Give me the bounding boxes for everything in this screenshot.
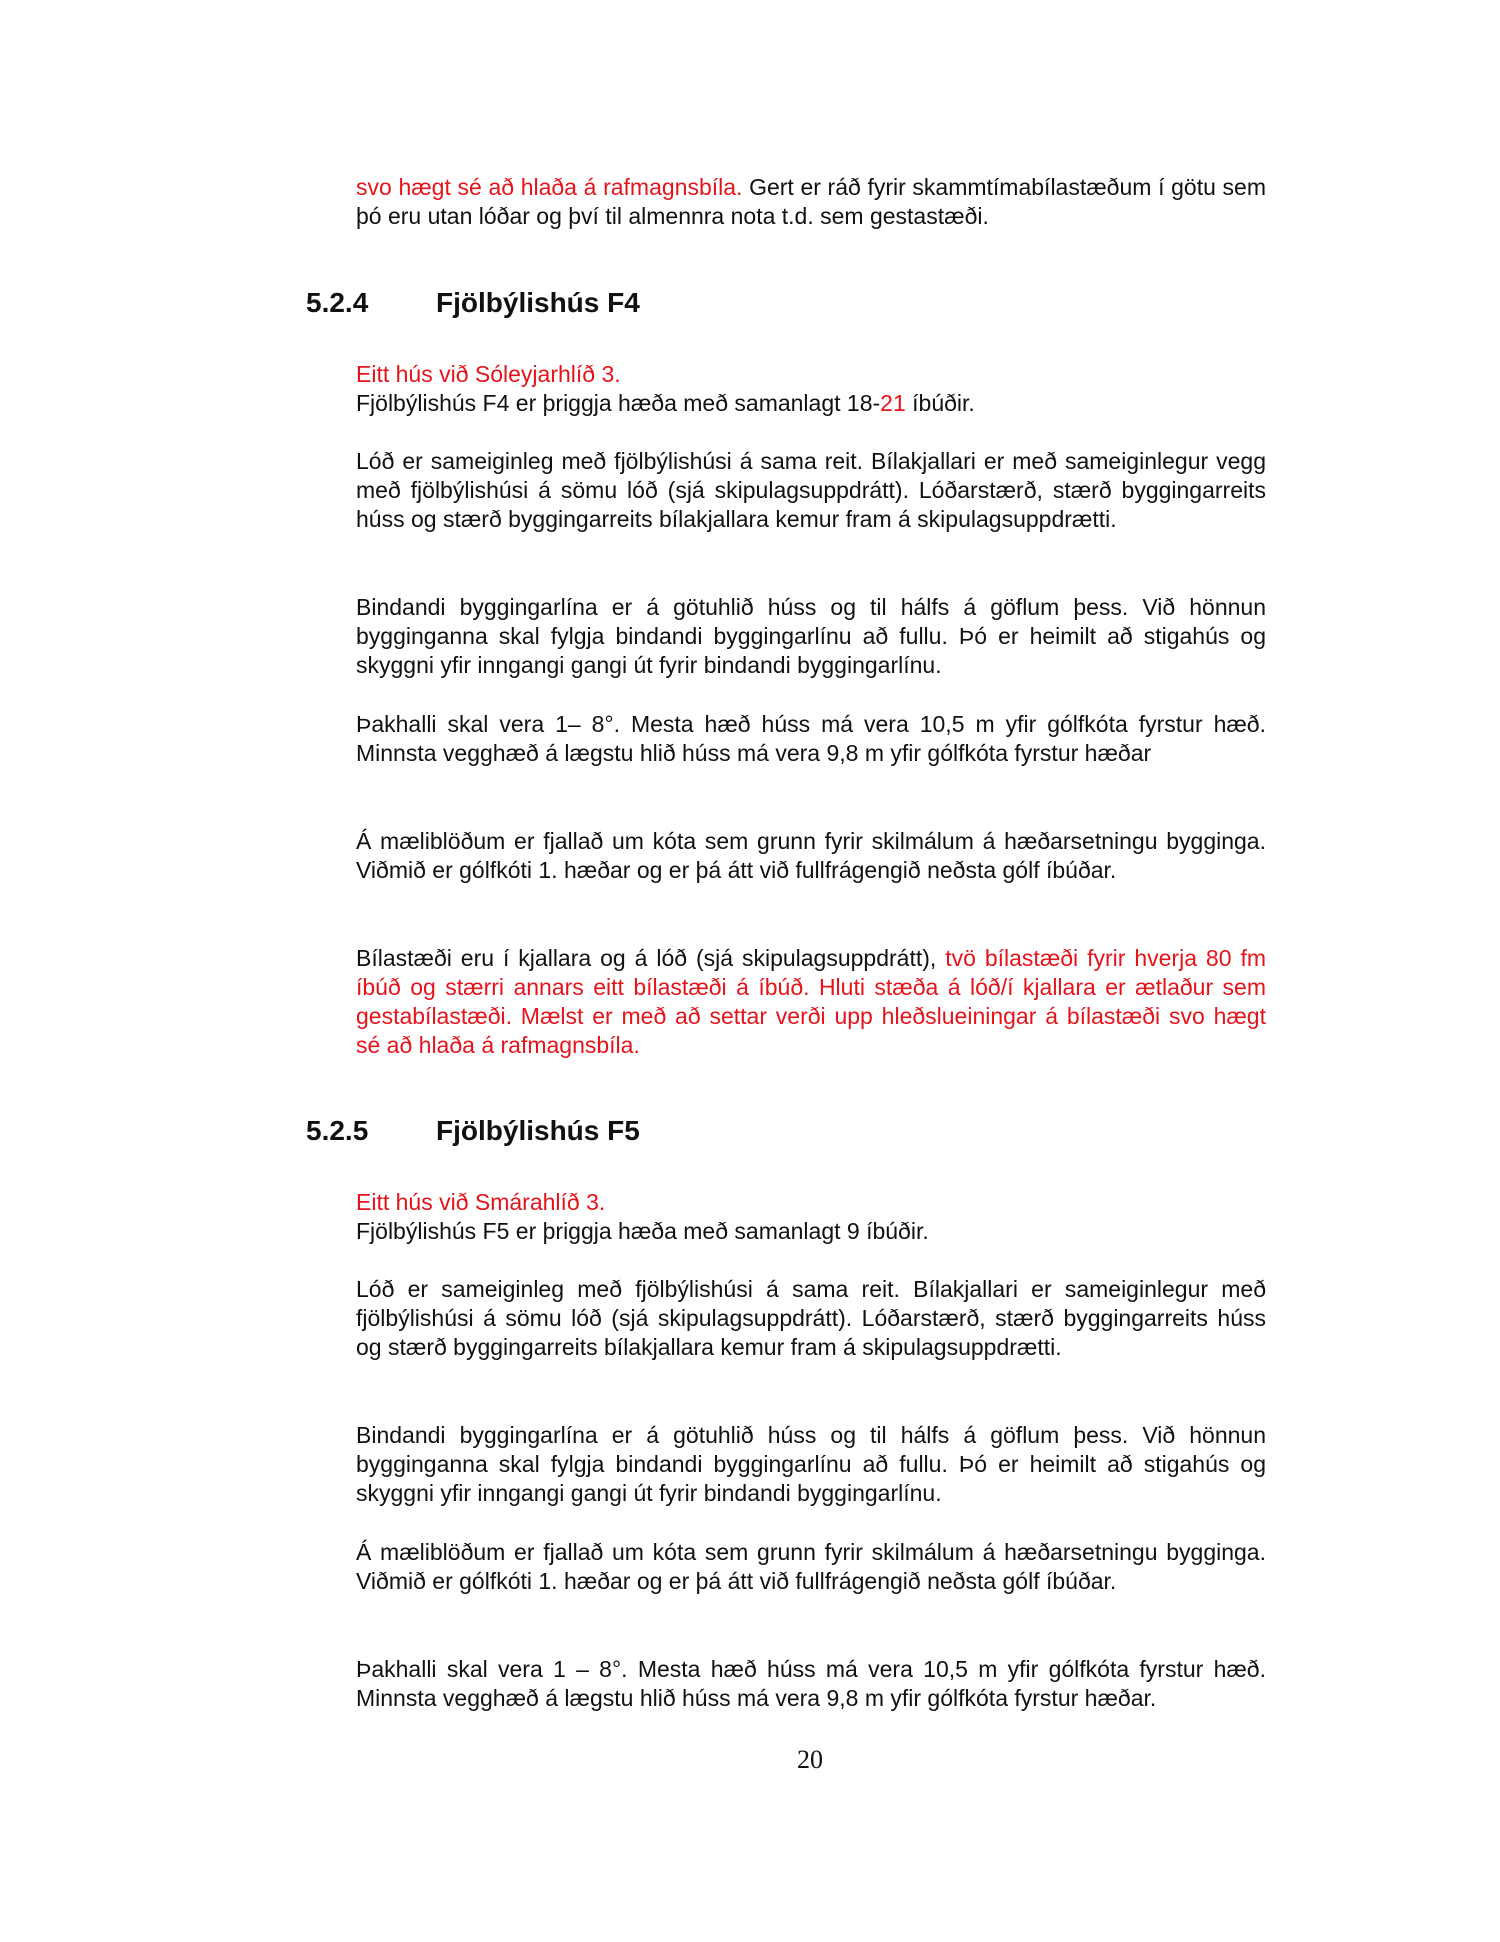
section-heading-f4 xyxy=(306,286,640,320)
f5-levels-paragraph: Á mæliblöðum er fjallað um kóta sem grunn fyrir skilmálum á hæðarsetningu bygginga. Viðmið er gólfkóti 1. hæðar og er þá átt við fullfrágengið neðsta gólf íbúðar. xyxy=(356,1539,1266,1594)
intro-text: Gert er ráð fyrir skammtímabílastæðum í götu sem þó eru utan lóðar og því til almennra nota t.d. sem gestastæði. xyxy=(356,174,1266,229)
f5-location-text: Eitt hús við Smárahlíð 3. xyxy=(356,1189,606,1215)
page-number: 20 xyxy=(797,1745,823,1774)
f4-summary-red: 21 xyxy=(880,390,906,416)
f4-roof-paragraph: Þakhalli skal vera 1– 8°. Mesta hæð húss má vera 10,5 m yfir gólfkóta fyrstur hæð. Minnsta vegghæð á lægstu hlið húss má vera 9,8 m yfir gólfkóta fyrstur hæðar xyxy=(356,711,1266,766)
section-number: 5.2.4 xyxy=(306,287,369,318)
f5-building-line-paragraph: Bindandi byggingarlína er á götuhlið húss og til hálfs á göflum þess. Við hönnun bygginganna skal fylgja bindandi byggingarlínu að fullu. Þó er heimilt að stigahús og skyggni yfir inngangi gangi út fyrir bindandi byggingarlínu. xyxy=(356,1422,1266,1506)
f5-summary: Fjölbýlishús F5 er þriggja hæða með samanlagt 9 íbúðir. xyxy=(356,1218,929,1244)
f4-location-text: Eitt hús við Sóleyjarhlíð 3. xyxy=(356,361,621,387)
section-number: 5.2.5 xyxy=(306,1115,369,1146)
f4-lot-paragraph: Lóð er sameiginleg með fjölbýlishúsi á sama reit. Bílakjallari er með sameiginlegur vegg með fjölbýlishúsi á sömu lóð (sjá skipulagsuppdrátt). Lóðarstærð, stærð byggingarreits húss og stærð byggingarreits bílakjallara kemur fram á skipulagsuppdrætti. xyxy=(356,448,1266,532)
intro-paragraph xyxy=(356,173,1266,231)
section-heading-f5 xyxy=(306,1114,640,1148)
f5-lot-paragraph: Lóð er sameiginleg með fjölbýlishúsi á sama reit. Bílakjallari er sameiginlegur með fjölbýlishúsi á sömu lóð (sjá skipulagsuppdrátt). Lóðarstærð, stærð byggingarreits húss og stærð byggingarreits bílakjallara kemur fram á skipulagsuppdrætti. xyxy=(356,1276,1266,1360)
f4-location xyxy=(356,360,1266,389)
f5-location xyxy=(356,1188,1266,1217)
f4-parking-paragraph xyxy=(356,944,1266,1060)
f4-summary-prefix: Fjölbýlishús F4 er þriggja hæða með samanlagt 18- xyxy=(356,390,881,416)
f4-parking-text: Bílastæði eru í kjallara og á lóð (sjá skipulagsuppdrátt), xyxy=(356,945,937,971)
f4-parking-red-text: tvö bílastæði fyrir hverja 80 fm íbúð og stærri annars eitt bílastæði á íbúð. Hluti stæða á lóð/í kjallara er ætlaður sem gestabílastæði. Mælst er með að settar verði upp hleðslueiningar á bílastæði svo hægt sé að hlaða á rafmagnsbíla. xyxy=(356,945,1266,1058)
f4-building-line-paragraph: Bindandi byggingarlína er á götuhlið húss og til hálfs á göflum þess. Við hönnun bygginganna skal fylgja bindandi byggingarlínu að fullu. Þó er heimilt að stigahús og skyggni yfir inngangi gangi út fyrir bindandi byggingarlínu. xyxy=(356,594,1266,678)
section-title: Fjölbýlishús F4 xyxy=(436,287,640,318)
intro-red-text: svo hægt sé að hlaða á rafmagnsbíla. xyxy=(356,174,743,200)
section-title: Fjölbýlishús F5 xyxy=(436,1115,640,1146)
f5-roof-paragraph: Þakhalli skal vera 1 – 8°. Mesta hæð húss má vera 10,5 m yfir gólfkóta fyrstur hæð. Minnsta vegghæð á lægstu hlið húss má vera 9,8 m yfir gólfkóta fyrstur hæðar. xyxy=(356,1656,1266,1711)
f4-levels-paragraph: Á mæliblöðum er fjallað um kóta sem grunn fyrir skilmálum á hæðarsetningu bygginga. Viðmið er gólfkóti 1. hæðar og er þá átt við fullfrágengið neðsta gólf íbúðar. xyxy=(356,828,1266,883)
f4-summary xyxy=(356,389,1266,418)
f4-summary-suffix: íbúðir. xyxy=(905,390,975,416)
